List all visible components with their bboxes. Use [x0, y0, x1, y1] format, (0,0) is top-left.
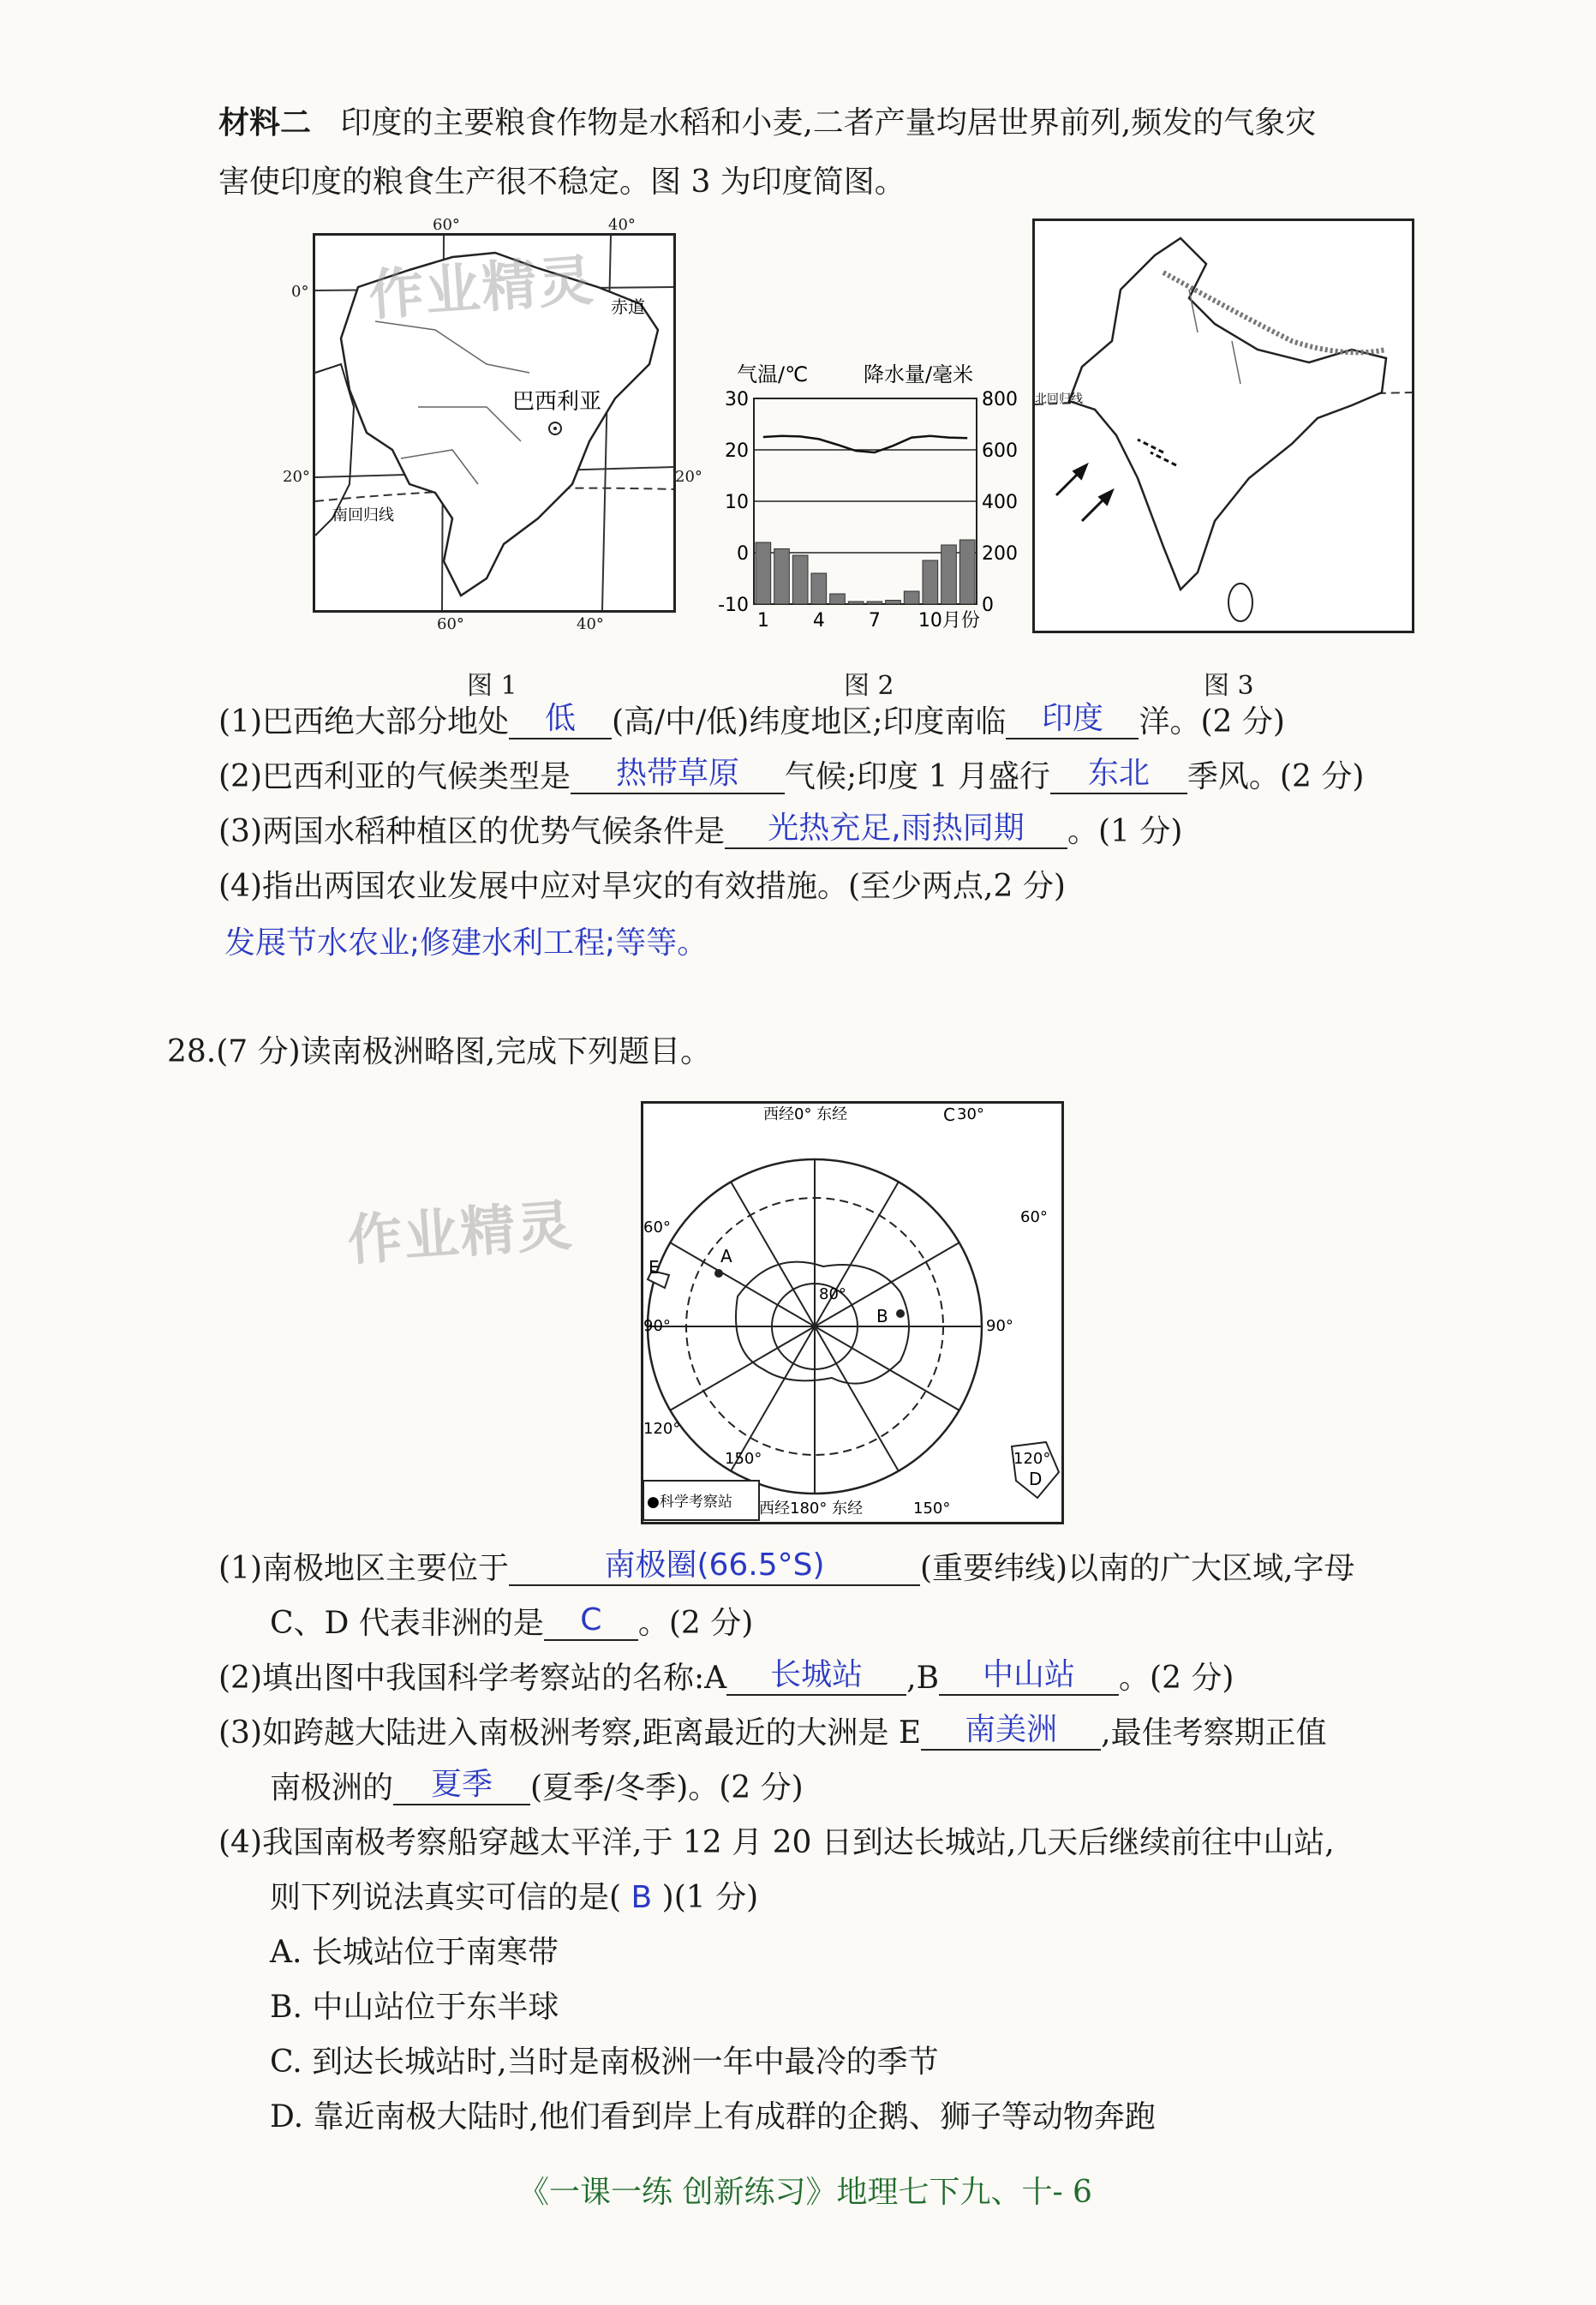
material-text: 印度的主要粮食作物是水稻和小麦,二者产量均居世界前列,频发的气象灾	[340, 105, 1317, 141]
india-map-graphic	[1035, 221, 1412, 631]
svg-text:西经180° 东经: 西经180° 东经	[759, 1500, 864, 1518]
svg-text:60°: 60°	[643, 1218, 671, 1236]
answer-q28-1b: C	[580, 1602, 602, 1637]
figure-3-india-map	[1032, 219, 1414, 633]
temp-tick-label: 30	[725, 389, 749, 410]
tropic-label-north: 北回归线	[1035, 392, 1083, 406]
month-tick-label: 1	[756, 610, 769, 632]
tropic-label: 南回归线	[332, 506, 394, 524]
watermark-q28: 作业精灵	[345, 1194, 576, 1274]
q28-option-b: B. 中山站位于东半球	[270, 1990, 559, 2025]
watermark-fig1: 作业精灵	[367, 248, 597, 329]
q28-1: (1)南极地区主要位于 南极圈(66.5°S) (重要纬线)以南的广大区域,字母	[218, 1548, 1355, 1586]
answer-q28-4: B	[631, 1880, 653, 1915]
precip-bar-month-7	[867, 602, 882, 604]
q28-4-line1: (4)我国南极考察船穿越太平洋,于 12 月 20 日到达长城站,几天后继续前往中山站,	[218, 1825, 1335, 1860]
fig1-lon-left-top: 60°	[433, 216, 460, 234]
q28-option-d: D. 靠近南极大陆时,他们看到岸上有成群的企鹅、狮子等动物奔跑	[270, 2099, 1156, 2134]
svg-text:B: B	[876, 1306, 888, 1326]
svg-text:120°: 120°	[643, 1420, 681, 1438]
temp-axis-label: 气温/℃	[737, 362, 809, 386]
svg-text:D: D	[1029, 1469, 1043, 1489]
q27-1: (1)巴西绝大部分地处 低 (高/中/低)纬度地区;印度南临 印度 洋。(2 分)	[218, 701, 1285, 739]
answer-q28-3b: 夏季	[431, 1767, 493, 1802]
precip-tick-label: 600	[982, 440, 1018, 462]
precip-bar-month-1	[756, 542, 771, 604]
material-label: 材料二	[218, 105, 312, 141]
svg-text:C: C	[943, 1105, 955, 1125]
svg-text:150°: 150°	[913, 1500, 951, 1518]
precip-bar-month-2	[774, 549, 790, 605]
temp-tick-label: 20	[725, 440, 749, 462]
fig1-lat-bottom-left: 20°	[283, 468, 310, 486]
month-tick-label: 10	[918, 610, 942, 632]
fig1-lon-right-bottom: 40°	[577, 615, 604, 633]
answer-q28-2a: 长城站	[770, 1657, 864, 1692]
q27-3: (3)两国水稻种植区的优势气候条件是 光热充足,雨热同期 。(1 分)	[218, 811, 1183, 849]
antarctica-map-graphic	[643, 1104, 1061, 1522]
fig1-lat-bottom-right: 20°	[675, 468, 702, 486]
temp-tick-label: -10	[718, 595, 749, 616]
svg-text:90°: 90°	[986, 1317, 1013, 1335]
precip-axis-label: 降水量/毫米	[864, 362, 974, 386]
q28-4-line2: 则下列说法真实可信的是( B )(1 分)	[270, 1880, 759, 1915]
answer-q27-1b: 印度	[1041, 701, 1103, 736]
q28-2: (2)填出图中我国科学考察站的名称:A 长城站 ,B 中山站 。(2 分)	[218, 1657, 1234, 1696]
q27-4: (4)指出两国农业发展中应对旱灾的有效措施。(至少两点,2 分)	[218, 869, 1066, 904]
map-legend: ●科学考察站	[647, 1494, 732, 1511]
answer-q27-4: 发展节水农业;修建水利工程;等等。	[224, 925, 708, 961]
temp-tick-label: 0	[737, 543, 749, 565]
fig3-caption: 图 3	[1204, 671, 1254, 701]
climate-chart-graphic	[718, 360, 1018, 643]
equator-label: 赤道	[611, 296, 645, 317]
svg-text:80°: 80°	[819, 1285, 846, 1303]
city-label-brasilia: 巴西利亚	[512, 389, 602, 415]
precip-tick-label: 800	[982, 389, 1018, 410]
svg-text:30°: 30°	[957, 1105, 984, 1123]
precip-tick-label: 400	[982, 492, 1018, 513]
fig1-lon-left-bottom: 60°	[437, 615, 464, 633]
month-tick-label: 4	[812, 610, 825, 632]
q28-title: 28.(7 分)读南极洲略图,完成下列题目。	[167, 1034, 712, 1069]
station-a-marker	[714, 1269, 723, 1278]
answer-q28-3a: 南美洲	[965, 1712, 1058, 1747]
precip-bar-month-8	[886, 601, 901, 605]
answer-q27-2b: 东北	[1087, 756, 1150, 791]
page-footer: 《一课一练 创新练习》地理七下九、十- 6	[518, 2175, 1092, 2210]
fig2-caption: 图 2	[844, 671, 894, 701]
answer-q28-2b: 中山站	[983, 1657, 1076, 1692]
fig1-lat-top: 0°	[291, 283, 309, 301]
precip-tick-label: 200	[982, 543, 1018, 565]
answer-q27-2a: 热带草原	[615, 756, 739, 791]
q28-1-line2: C、D 代表非洲的是 C 。(2 分)	[270, 1602, 754, 1641]
svg-text:150°: 150°	[725, 1450, 762, 1468]
precip-bar-month-3	[792, 555, 808, 604]
precip-bar-month-9	[904, 591, 919, 604]
figure-antarctica-map	[641, 1101, 1064, 1524]
q27-2: (2)巴西利亚的气候类型是 热带草原 气候;印度 1 月盛行 东北 季风。(2 分)	[218, 756, 1365, 794]
q28-3-line2: 南极洲的 夏季 (夏季/冬季)。(2 分)	[270, 1767, 804, 1805]
precip-bar-month-4	[811, 573, 827, 604]
svg-text:E: E	[649, 1257, 660, 1278]
svg-text:60°: 60°	[1020, 1208, 1048, 1226]
precip-bar-month-6	[848, 602, 864, 604]
station-b-marker	[896, 1309, 905, 1318]
month-suffix-label: 月份	[941, 610, 980, 632]
precip-bar-month-11	[941, 545, 957, 604]
svg-text:A: A	[720, 1246, 732, 1266]
answer-q27-3: 光热充足,雨热同期	[768, 811, 1025, 846]
material-line2: 害使印度的粮食生产很不稳定。图 3 为印度简图。	[218, 165, 906, 200]
material-line1	[218, 103, 1316, 143]
q28-option-c: C. 到达长城站时,当时是南极洲一年中最冷的季节	[270, 2045, 939, 2080]
precip-bar-month-5	[830, 594, 846, 604]
precip-tick-label: 0	[982, 595, 994, 616]
answer-q27-1a: 低	[544, 701, 576, 736]
answer-q28-1a: 南极圈(66.5°S)	[604, 1548, 825, 1583]
figure-2-climate-chart	[718, 360, 1018, 643]
fig1-caption: 图 1	[467, 671, 517, 701]
fig1-lon-right-top: 40°	[608, 216, 636, 234]
temp-tick-label: 10	[725, 492, 749, 513]
month-tick-label: 7	[868, 610, 881, 632]
precip-bar-month-12	[959, 540, 975, 604]
svg-text:西经0° 东经: 西经0° 东经	[763, 1105, 848, 1123]
svg-text:90°: 90°	[643, 1317, 671, 1335]
q28-3: (3)如跨越大陆进入南极洲考察,距离最近的大洲是 E 南美洲 ,最佳考察期正值	[218, 1712, 1327, 1751]
q28-option-a: A. 长城站位于南寒带	[270, 1935, 559, 1970]
precip-bar-month-10	[923, 560, 938, 604]
svg-text:120°: 120°	[1013, 1450, 1051, 1468]
